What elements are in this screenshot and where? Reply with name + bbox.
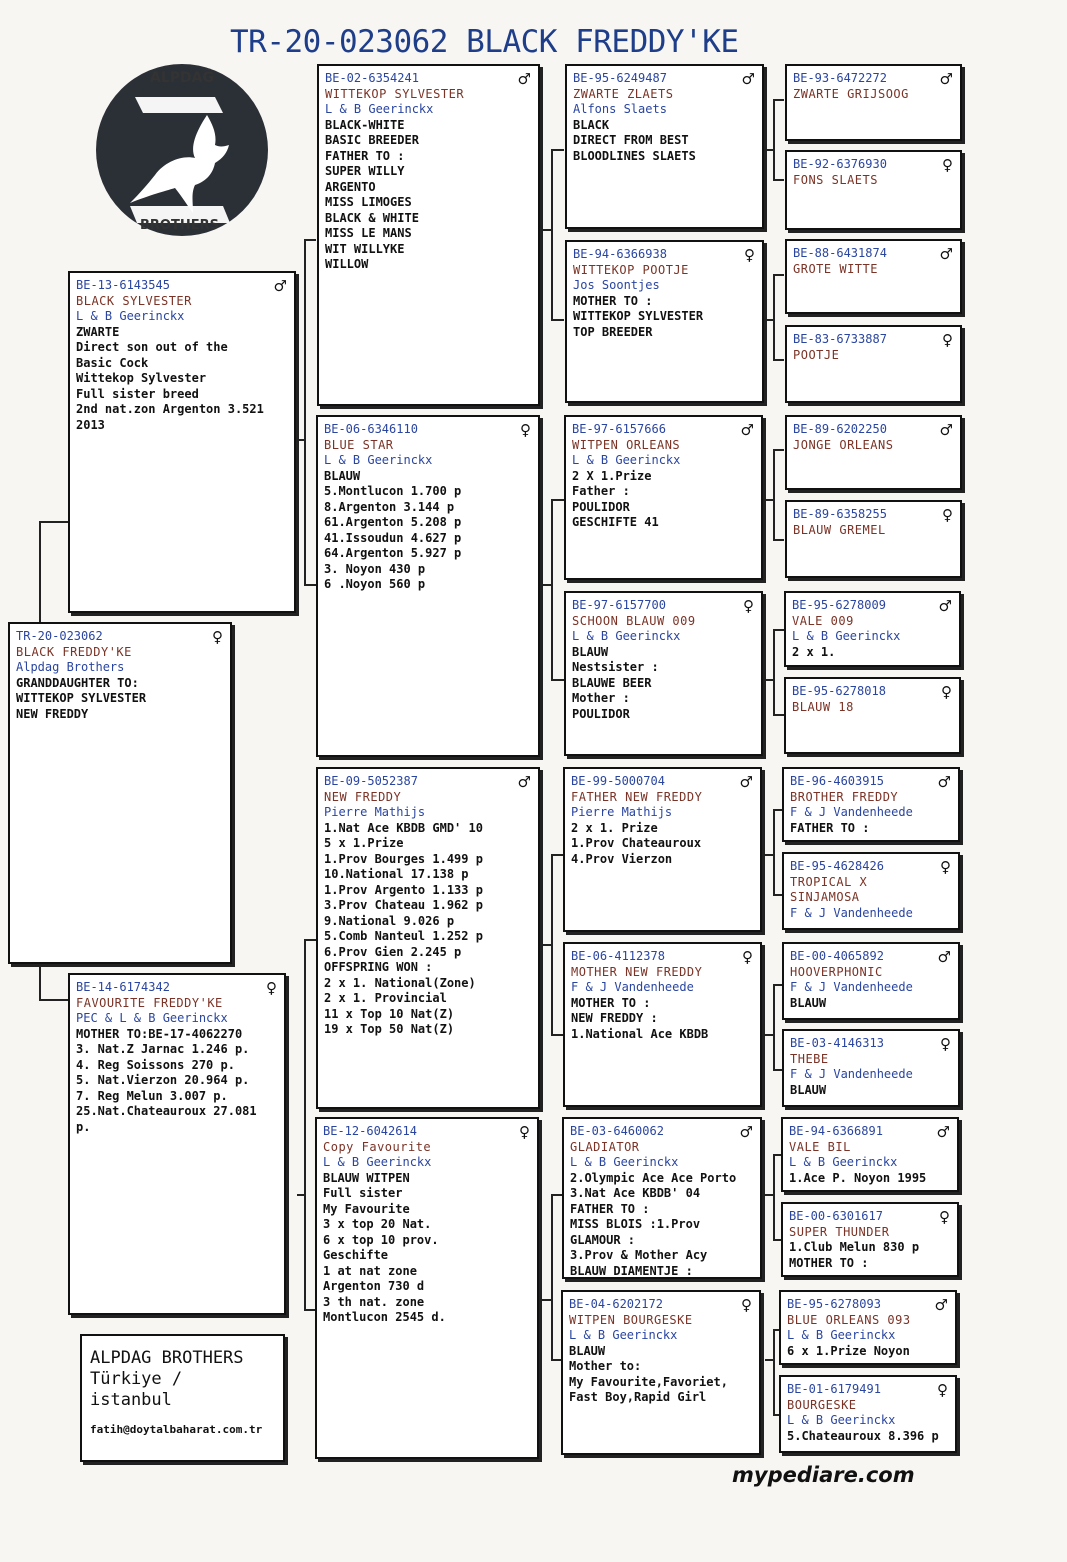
- pigeon-card-gen5: [784, 591, 961, 667]
- pigeon-name: FAVOURITE FREDDY'KE: [76, 995, 223, 1010]
- pigeon-name: HOOVERPHONIC: [790, 964, 883, 979]
- info-line: Argenton 730 d: [323, 1279, 425, 1293]
- breeder: L & B Geerinckx: [324, 453, 433, 467]
- pigeon-card-gen5: [782, 767, 960, 842]
- info-line: 1.Nat Ace KBDB GMD' 10: [324, 820, 483, 835]
- pigeon-name: SUPER THUNDER: [789, 1224, 890, 1239]
- ring-number: BE-04-6202172: [569, 1297, 663, 1311]
- male-icon: ♂: [939, 245, 953, 263]
- pigeon-card-gen4: [562, 1117, 762, 1279]
- ring-number: BE-01-6179491: [787, 1382, 881, 1396]
- ring-number: BE-95-4628426: [790, 859, 884, 873]
- ring-number: BE-03-6460062: [570, 1124, 664, 1138]
- info-line: GESCHIFTE 41: [572, 515, 659, 529]
- pigeon-name: BLAUW GREMEL: [793, 522, 886, 537]
- ring-number: BE-88-6431874: [793, 246, 887, 260]
- info-line: POULIDOR: [572, 499, 630, 514]
- breeder: L & B Geerinckx: [323, 1155, 432, 1169]
- female-icon: ♀: [741, 1296, 752, 1314]
- ring-number: BE-03-4146313: [790, 1036, 884, 1050]
- info-line: 3 th nat. zone: [323, 1294, 425, 1309]
- ring-number: BE-97-6157666: [572, 422, 666, 436]
- info-line: MOTHER TO:BE-17-4062270: [76, 1026, 243, 1041]
- pigeon-name: THEBE: [790, 1051, 829, 1066]
- pigeon-name: VALE 009: [792, 613, 854, 628]
- pigeon-card-gen5: [781, 1117, 959, 1192]
- pigeon-name: GLADIATOR: [570, 1139, 640, 1154]
- info-line: Mother to:: [569, 1359, 642, 1373]
- info-line: 5 x 1.Prize: [324, 836, 404, 850]
- info-line: p.: [76, 1119, 91, 1134]
- info-line: 41.Issoudun 4.627 p: [324, 530, 462, 545]
- pigeon-card-gen3: [316, 415, 540, 757]
- info-line: 3. Noyon 430 p: [324, 561, 426, 576]
- info-line: MISS LIMOGES: [325, 195, 412, 209]
- pigeon-card-gen5: [782, 1029, 960, 1107]
- info-line: 1.Prov Chateauroux: [571, 836, 702, 850]
- info-line: MISS LE MANS: [325, 226, 412, 240]
- info-line: FATHER TO :: [790, 820, 870, 835]
- ring-number: BE-95-6249487: [573, 71, 667, 85]
- contact-box: [80, 1334, 285, 1462]
- ring-number: BE-09-5052387: [324, 774, 418, 788]
- info-line: 25.Nat.Chateauroux 27.081: [76, 1104, 257, 1118]
- male-icon: ♂: [741, 70, 755, 88]
- ring-number: BE-94-6366891: [789, 1124, 883, 1138]
- breeder: L & B Geerinckx: [787, 1413, 896, 1427]
- breeder: Alpdag Brothers: [16, 660, 125, 674]
- info-line: 5.Comb Nanteul 1.252 p: [324, 929, 483, 943]
- website-watermark: mypediare.com: [732, 1463, 915, 1487]
- info-line: BLACK: [573, 117, 610, 132]
- breeder: L & B Geerinckx: [570, 1155, 679, 1169]
- info-line: 1.Ace P. Noyon 1995: [789, 1170, 927, 1185]
- female-icon: ♀: [519, 1123, 530, 1141]
- info-line: 64.Argenton 5.927 p: [324, 546, 462, 560]
- info-line: POULIDOR: [572, 706, 630, 721]
- info-line: 3.Prov Chateau 1.962 p: [324, 898, 483, 912]
- info-line: 3. Nat.Z Jarnac 1.246 p.: [76, 1042, 250, 1056]
- info-line: Basic Cock: [76, 355, 149, 370]
- info-line: Wittekop Sylvester: [76, 371, 207, 385]
- pigeon-name: ZWARTE GRIJSOOG: [793, 86, 909, 101]
- info-line: Father :: [572, 484, 630, 498]
- pigeon-name: BLUE ORLEANS 093: [787, 1312, 911, 1327]
- breeder: L & B Geerinckx: [572, 453, 681, 467]
- pigeon-card-gen5: [784, 677, 961, 754]
- ring-number: BE-94-6366938: [573, 247, 667, 261]
- info-line: 6.Prov Gien 2.245 p: [324, 944, 462, 959]
- male-icon: ♂: [273, 277, 287, 295]
- pigeon-card-gen5: [781, 1202, 959, 1277]
- pigeon-card-gen5: [782, 942, 960, 1020]
- pigeon-name: WITTEKOP POOTJE: [573, 262, 689, 277]
- pigeon-name: BOURGESKE: [787, 1397, 857, 1412]
- info-line: Nestsister :: [572, 660, 659, 674]
- logo-top-text: ALPDAĞ: [150, 70, 214, 86]
- info-line: NEW FREDDY :: [571, 1011, 658, 1025]
- info-line: 6 .Noyon 560 p: [324, 577, 426, 591]
- breeder: F & J Vandenheede: [790, 980, 913, 994]
- info-line: FATHER TO :: [325, 148, 405, 163]
- info-line: BLAUWE BEER: [572, 675, 652, 690]
- pigeon-card-gen4: [565, 64, 764, 229]
- info-line: 4.Prov Vierzon: [571, 851, 673, 866]
- breeder: Pierre Mathijs: [324, 805, 426, 819]
- info-line: SUPER WILLY: [325, 164, 405, 178]
- pigeon-card-subject: [8, 622, 232, 964]
- pigeon-name: MOTHER NEW FREDDY: [571, 964, 703, 979]
- info-line: My Favourite: [323, 1201, 410, 1216]
- ring-number: BE-00-6301617: [789, 1209, 883, 1223]
- pigeon-name: POOTJE: [793, 347, 840, 362]
- pigeon-card-gen5: [779, 1290, 957, 1365]
- info-line: BLAUW: [569, 1343, 606, 1358]
- info-line: BLAUW DIAMENTJE :: [570, 1263, 693, 1278]
- info-line: 2 x 1.: [792, 644, 836, 659]
- pedigree-title: TR-20-023062 BLACK FREDDY'KE: [230, 24, 739, 60]
- breeder: L & B Geerinckx: [325, 102, 434, 116]
- pigeon-card-gen4: [565, 240, 764, 403]
- contact-name: ALPDAG BROTHERS: [90, 1348, 244, 1368]
- info-line: WITTEKOP SYLVESTER: [573, 309, 704, 323]
- pigeon-name: VALE BIL: [789, 1139, 851, 1154]
- info-line: 2.Olympic Ace Ace Porto: [570, 1170, 737, 1185]
- info-line: BLAUW: [324, 468, 361, 483]
- info-line: GLAMOUR :: [570, 1232, 636, 1247]
- info-line: 8.Argenton 3.144 p: [324, 499, 455, 514]
- breeder: L & B Geerinckx: [792, 629, 901, 643]
- bird-icon: [95, 63, 270, 238]
- info-line: Montlucon 2545 d.: [323, 1310, 446, 1324]
- pigeon-name: WITTEKOP SYLVESTER: [325, 86, 465, 101]
- pigeon-name: BLACK SYLVESTER: [76, 293, 192, 308]
- info-line: 3 x top 20 Nat.: [323, 1217, 432, 1231]
- ring-number: BE-83-6733887: [793, 332, 887, 346]
- female-icon: ♀: [940, 858, 951, 876]
- breeder: F & J Vandenheede: [571, 980, 694, 994]
- pigeon-name: SCHOON BLAUW 009: [572, 613, 696, 628]
- info-line: BLAUW: [790, 995, 827, 1010]
- info-line: TOP BREEDER: [573, 324, 653, 339]
- info-line: BLOODLINES SLAETS: [573, 148, 696, 163]
- female-icon: ♀: [743, 597, 754, 615]
- info-line: Full sister breed: [76, 386, 199, 401]
- female-icon: ♀: [939, 1208, 950, 1226]
- female-icon: ♀: [520, 421, 531, 439]
- info-line: OFFSPRING WON :: [324, 960, 433, 974]
- breeder: L & B Geerinckx: [572, 629, 681, 643]
- ring-number: BE-96-4603915: [790, 774, 884, 788]
- female-icon: ♀: [937, 1381, 948, 1399]
- info-line: BASIC BREEDER: [325, 133, 419, 147]
- info-line: 2nd nat.zon Argenton 3.521: [76, 402, 264, 416]
- info-line: 10.National 17.138 p: [324, 867, 469, 881]
- info-line: BLACK & WHITE: [325, 210, 419, 225]
- info-line: 9.National 9.026 p: [324, 913, 455, 928]
- info-line: 2 x 1. Provincial: [324, 991, 447, 1005]
- info-line: BLAUW: [790, 1082, 827, 1097]
- pigeon-card-gen3: [317, 64, 540, 406]
- info-line: 4. Reg Soissons 270 p.: [76, 1057, 235, 1072]
- female-icon: ♀: [742, 948, 753, 966]
- pigeon-name: BLAUW 18: [792, 699, 854, 714]
- pigeon-card-gen3: [315, 1117, 539, 1459]
- ring-number: BE-95-6278009: [792, 598, 886, 612]
- breeder: Pierre Mathijs: [571, 805, 673, 819]
- info-line: WIT WILLYKE: [325, 241, 405, 256]
- ring-number: BE-92-6376930: [793, 157, 887, 171]
- info-line: DIRECT FROM BEST: [573, 133, 689, 147]
- pigeon-name: BROTHER FREDDY: [790, 789, 899, 804]
- pigeon-card-gen5: [785, 415, 962, 490]
- pigeon-name: WITPEN BOURGESKE: [569, 1312, 693, 1327]
- male-icon: ♂: [517, 773, 531, 791]
- info-line: 7. Reg Melun 3.007 p.: [76, 1088, 228, 1103]
- info-line: 1.National Ace KBDB: [571, 1026, 709, 1041]
- pigeon-card-gen5: [785, 500, 962, 578]
- pigeon-card-gen4: [564, 591, 763, 756]
- info-line: GRANDDAUGHTER TO:: [16, 675, 139, 690]
- breeder: L & B Geerinckx: [787, 1328, 896, 1342]
- pigeon-card-gen3: [316, 767, 540, 1109]
- info-line: 3.Prov & Mother Acy: [570, 1248, 708, 1262]
- male-icon: ♂: [937, 948, 951, 966]
- info-line: 5. Nat.Vierzon 20.964 p.: [76, 1073, 250, 1087]
- male-icon: ♂: [938, 597, 952, 615]
- female-icon: ♀: [941, 683, 952, 701]
- pigeon-card-gen4: [561, 1290, 761, 1455]
- info-line: 1.Prov Argento 1.133 p: [324, 882, 483, 897]
- pigeon-name: GROTE WITTE: [793, 261, 878, 276]
- info-line: MOTHER TO :: [571, 995, 651, 1010]
- info-line: 6 x 1.Prize Noyon: [787, 1343, 910, 1358]
- pigeon-name: BLACK FREDDY'KE: [16, 644, 132, 659]
- pigeon-card-gen4: [563, 767, 762, 932]
- ring-number: BE-02-6354241: [325, 71, 419, 85]
- female-icon: ♀: [942, 506, 953, 524]
- ring-number: BE-06-4112378: [571, 949, 665, 963]
- pigeon-name: ZWARTE ZLAETS: [573, 86, 674, 101]
- ring-number: BE-95-6278018: [792, 684, 886, 698]
- ring-number: BE-89-6358255: [793, 507, 887, 521]
- info-line: 1.Prov Bourges 1.499 p: [324, 851, 483, 866]
- ring-number: TR-20-023062: [16, 629, 103, 643]
- female-icon: ♀: [942, 331, 953, 349]
- pigeon-card-gen4: [564, 415, 763, 580]
- pigeon-card-gen5: [785, 325, 962, 403]
- ring-number: BE-97-6157700: [572, 598, 666, 612]
- breeder: Alfons Slaets: [573, 102, 667, 116]
- pigeon-card-sire: [68, 271, 296, 613]
- ring-number: BE-14-6174342: [76, 980, 170, 994]
- ring-number: BE-00-4065892: [790, 949, 884, 963]
- info-line: 2 x 1. National(Zone): [324, 975, 476, 990]
- male-icon: ♂: [739, 773, 753, 791]
- pigeon-card-dam: [68, 973, 286, 1315]
- info-line: Geschifte: [323, 1248, 389, 1262]
- ring-number: BE-06-6346110: [324, 422, 418, 436]
- info-line: 61.Argenton 5.208 p: [324, 515, 462, 529]
- pigeon-name: FATHER NEW FREDDY: [571, 789, 703, 804]
- male-icon: ♂: [937, 773, 951, 791]
- female-icon: ♀: [942, 156, 953, 174]
- pigeon-card-gen5: [779, 1375, 957, 1453]
- breeder: L & B Geerinckx: [76, 309, 185, 323]
- male-icon: ♂: [517, 70, 531, 88]
- pigeon-card-gen5: [782, 852, 960, 930]
- female-icon: ♀: [212, 628, 223, 646]
- ring-number: BE-12-6042614: [323, 1124, 417, 1138]
- info-line: BLAUW WITPEN: [323, 1170, 410, 1185]
- info-line: BLAUW: [572, 644, 609, 659]
- info-line: 1.Club Melun 830 p: [789, 1240, 920, 1254]
- alpdag-logo: [95, 63, 270, 238]
- info-line: 2 x 1. Prize: [571, 820, 658, 835]
- ring-number: BE-99-5000704: [571, 774, 665, 788]
- info-line: My Favourite,Favoriet,: [569, 1374, 728, 1389]
- breeder: PEC & L & B Geerinckx: [76, 1011, 228, 1025]
- pigeon-name: WITPEN ORLEANS: [572, 437, 681, 452]
- pigeon-card-gen5: [785, 239, 962, 314]
- info-line: 2013: [76, 417, 105, 432]
- male-icon: ♂: [740, 421, 754, 439]
- male-icon: ♂: [934, 1296, 948, 1314]
- breeder: F & J Vandenheede: [790, 805, 913, 819]
- info-line: BLACK-WHITE: [325, 117, 405, 132]
- contact-country: Türkiye /: [90, 1369, 183, 1389]
- pigeon-name: FONS SLAETS: [793, 172, 878, 187]
- logo-bottom-text: BROTHERS: [140, 218, 219, 233]
- info-line: MOTHER TO :: [789, 1255, 869, 1270]
- breeder: F & J Vandenheede: [790, 905, 913, 920]
- male-icon: ♂: [936, 1123, 950, 1141]
- info-line: 1 at nat zone: [323, 1263, 417, 1278]
- ring-number: BE-89-6202250: [793, 422, 887, 436]
- breeder: Jos Soontjes: [573, 278, 660, 292]
- male-icon: ♂: [739, 1123, 753, 1141]
- pigeon-card-gen5: [785, 150, 962, 230]
- pigeon-name: Copy Favourite: [323, 1139, 432, 1154]
- pigeon-card-gen5: [785, 64, 962, 141]
- info-line: MISS BLOIS :1.Prov: [570, 1217, 701, 1231]
- info-line: FATHER TO :: [570, 1201, 650, 1216]
- info-line: Direct son out of the: [76, 340, 228, 354]
- ring-number: BE-93-6472272: [793, 71, 887, 85]
- pigeon-name: BLUE STAR: [324, 437, 394, 452]
- ring-number: BE-13-6143545: [76, 278, 170, 292]
- pigeon-name: NEW FREDDY: [324, 789, 402, 804]
- info-line: Fast Boy,Rapid Girl: [569, 1390, 707, 1404]
- pigeon-card-gen4: [563, 942, 762, 1107]
- info-line: WILLOW: [325, 257, 369, 271]
- info-line: 6 x top 10 prov.: [323, 1232, 439, 1247]
- pigeon-name: TROPICAL X SINJAMOSA: [790, 874, 868, 904]
- pigeon-name: JONGE ORLEANS: [793, 437, 894, 452]
- info-line: NEW FREDDY: [16, 706, 89, 721]
- contact-city: istanbul: [90, 1390, 172, 1410]
- info-line: MOTHER TO :: [573, 293, 653, 308]
- info-line: ZWARTE: [76, 324, 120, 339]
- info-line: 3.Nat Ace KBDB' 04: [570, 1186, 701, 1200]
- female-icon: ♀: [744, 246, 755, 264]
- info-line: ARGENTO: [325, 179, 376, 194]
- breeder: F & J Vandenheede: [790, 1067, 913, 1081]
- info-line: Full sister: [323, 1186, 403, 1200]
- contact-email: fatih@doytalbaharat.com.tr: [90, 1423, 263, 1436]
- female-icon: ♀: [266, 979, 277, 997]
- info-line: WITTEKOP SYLVESTER: [16, 691, 147, 705]
- info-line: Mother :: [572, 691, 630, 705]
- info-line: 11 x Top 10 Nat(Z): [324, 1006, 455, 1021]
- female-icon: ♀: [940, 1035, 951, 1053]
- breeder: L & B Geerinckx: [569, 1328, 678, 1342]
- info-line: 5.Chateauroux 8.396 p: [787, 1428, 939, 1443]
- info-line: 5.Montlucon 1.700 p: [324, 484, 462, 498]
- breeder: L & B Geerinckx: [789, 1155, 898, 1169]
- info-line: 2 X 1.Prize: [572, 468, 652, 483]
- info-line: 19 x Top 50 Nat(Z): [324, 1022, 455, 1036]
- ring-number: BE-95-6278093: [787, 1297, 881, 1311]
- male-icon: ♂: [939, 421, 953, 439]
- male-icon: ♂: [939, 70, 953, 88]
